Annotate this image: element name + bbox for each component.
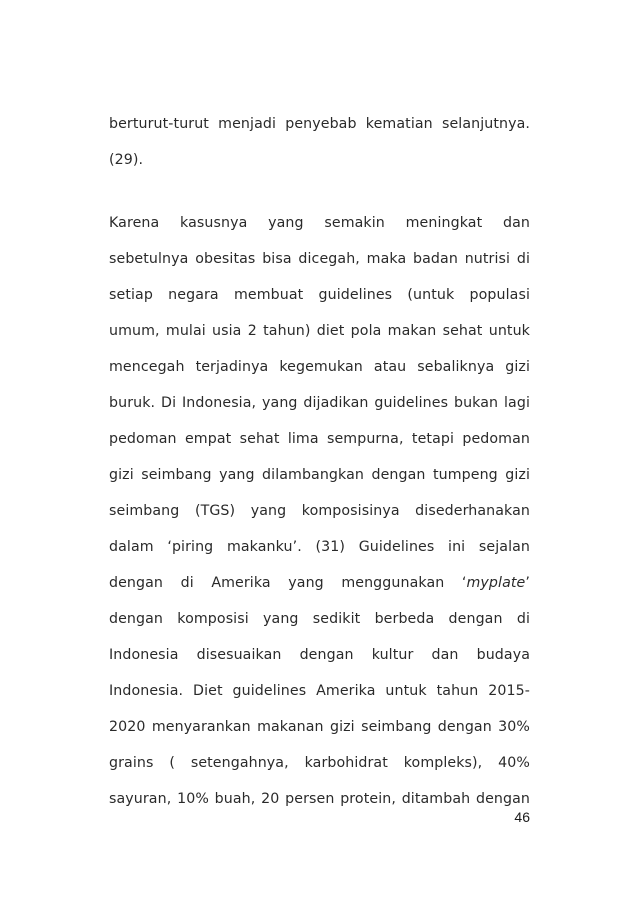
text-line: pedoman empat sehat lima sempurna, tetapi pedoman xyxy=(109,431,530,447)
text-line-myplate: dengan di Amerika yang menggunakan ‘myplate’ xyxy=(109,575,530,591)
italic-term: myplate xyxy=(466,575,526,591)
text-line: setiap negara membuat guidelines (untuk populasi xyxy=(109,287,530,303)
text-line: buruk. Di Indonesia, yang dijadikan guidelines bukan lagi xyxy=(109,395,530,411)
text-line: gizi seimbang yang dilambangkan dengan tumpeng gizi xyxy=(109,467,530,483)
text-line: sebetulnya obesitas bisa dicegah, maka badan nutrisi di xyxy=(109,251,530,267)
text-line: Karena kasusnya yang semakin meningkat dan xyxy=(109,215,530,231)
text-line: berturut-turut menjadi penyebab kematian selanjutnya. xyxy=(109,116,530,132)
text-line: (29). xyxy=(109,152,144,168)
text-line: sayuran, 10% buah, 20 persen protein, ditambah dengan xyxy=(109,791,530,807)
text-line: Indonesia. Diet guidelines Amerika untuk tahun 2015- xyxy=(109,683,530,699)
text-line: 2020 menyarankan makanan gizi seimbang dengan 30% xyxy=(109,719,530,735)
text-line: umum, mulai usia 2 tahun) diet pola makan sehat untuk xyxy=(109,323,530,339)
text-line: Indonesia disesuaikan dengan kultur dan budaya xyxy=(109,647,530,663)
text-line: seimbang (TGS) yang komposisinya disederhanakan xyxy=(109,503,530,519)
text-line: dengan komposisi yang sedikit berbeda dengan di xyxy=(109,611,530,627)
text-line: grains ( setengahnya, karbohidrat kompleks), 40% xyxy=(109,755,530,771)
text-line: mencegah terjadinya kegemukan atau sebaliknya gizi xyxy=(109,359,530,375)
page-number: 46 xyxy=(514,809,530,825)
text-line: dalam ‘piring makanku’. (31) Guidelines ini sejalan xyxy=(109,539,530,555)
